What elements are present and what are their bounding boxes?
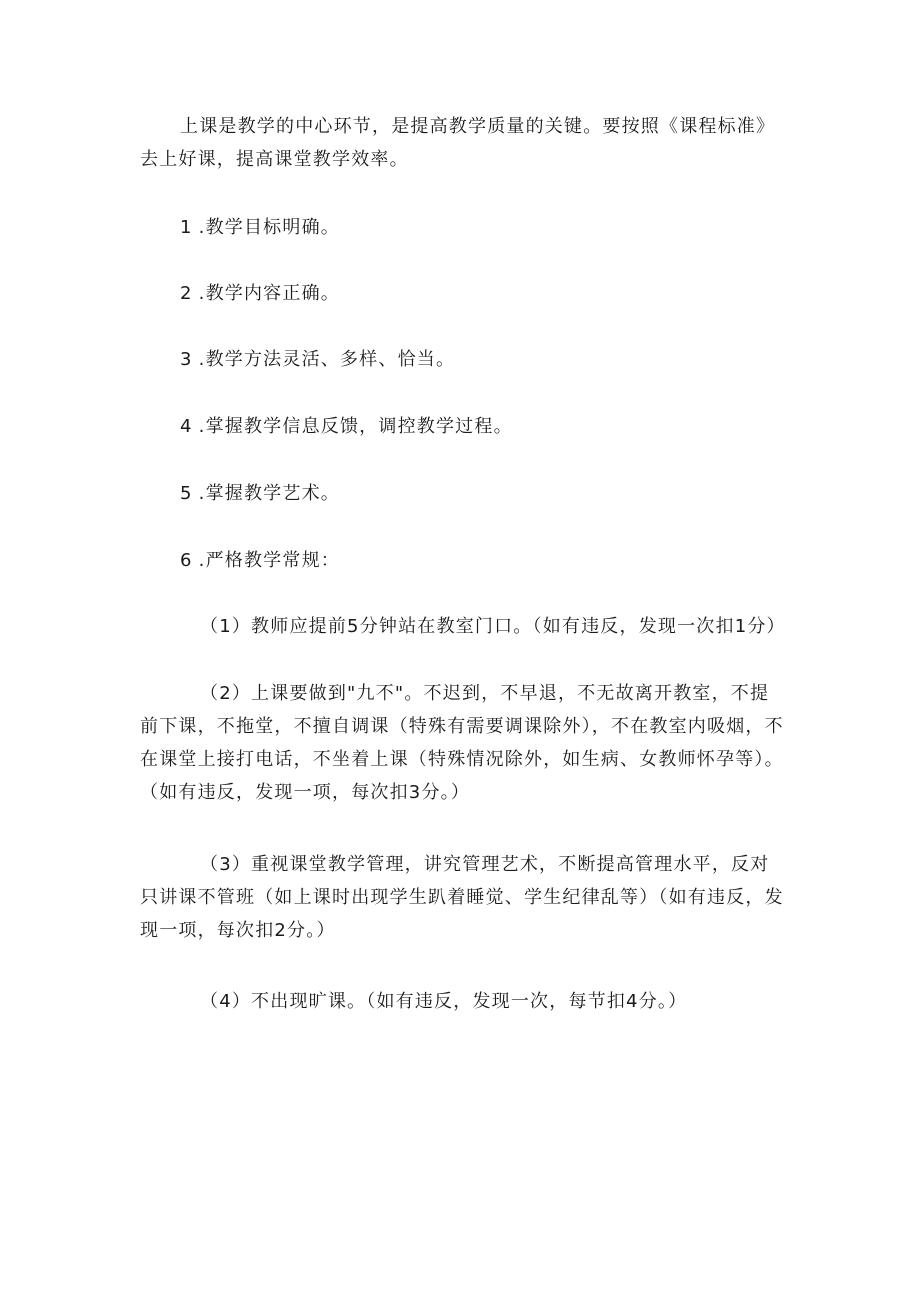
list-item-1 xyxy=(180,211,340,244)
list-item-6 xyxy=(180,544,340,577)
list-item-text: .教学方法灵活、多样、恰当。 xyxy=(198,349,456,370)
list-item-text: .教学目标明确。 xyxy=(198,217,340,238)
list-item-number: 3 xyxy=(180,349,193,370)
rule-item-3: （3）重视课堂教学管理，讲究管理艺术，不断提高管理水平，反对只讲课不管班（如上课时出现学生趴着睡觉、学生纪律乱等）（如有违反，发现一项，每次扣2分。） xyxy=(140,854,784,941)
list-item-2 xyxy=(180,277,340,310)
list-item-number: 4 xyxy=(180,416,193,437)
intro-paragraph: 上课是教学的中心环节，是提高教学质量的关键。要按照《课程标准》去上好课，提高课堂教学效率。 xyxy=(140,116,776,170)
list-item-number: 5 xyxy=(180,483,193,504)
list-item-3 xyxy=(180,343,455,376)
rule-item-1: （1）教师应提前5分钟站在教室门口。（如有违反，发现一次扣1分） xyxy=(200,616,786,637)
list-item-text: .教学内容正确。 xyxy=(198,283,340,304)
list-item-number: 2 xyxy=(180,283,193,304)
list-item-text: .严格教学常规： xyxy=(198,550,340,571)
list-item-number: 6 xyxy=(180,550,193,571)
list-item-5 xyxy=(180,477,340,510)
list-item-text: .掌握教学艺术。 xyxy=(198,483,340,504)
rule-item-4: （4）不出现旷课。（如有违反，发现一次，每节扣4分。） xyxy=(200,991,688,1012)
list-item-text: .掌握教学信息反馈，调控教学过程。 xyxy=(198,416,513,437)
list-item-number: 1 xyxy=(180,217,193,238)
rule-item-2: （2）上课要做到"九不"。不迟到，不早退，不无故离开教室，不提前下课，不拖堂，不擅自调课（特殊有需要调课除外），不在教室内吸烟，不在课堂上接打电话，不坐着上课（特殊情况除外，如生病、女教师怀孕等）。（如有违反，发现一项，每次扣3分。） xyxy=(140,683,784,803)
list-item-4 xyxy=(180,410,513,443)
